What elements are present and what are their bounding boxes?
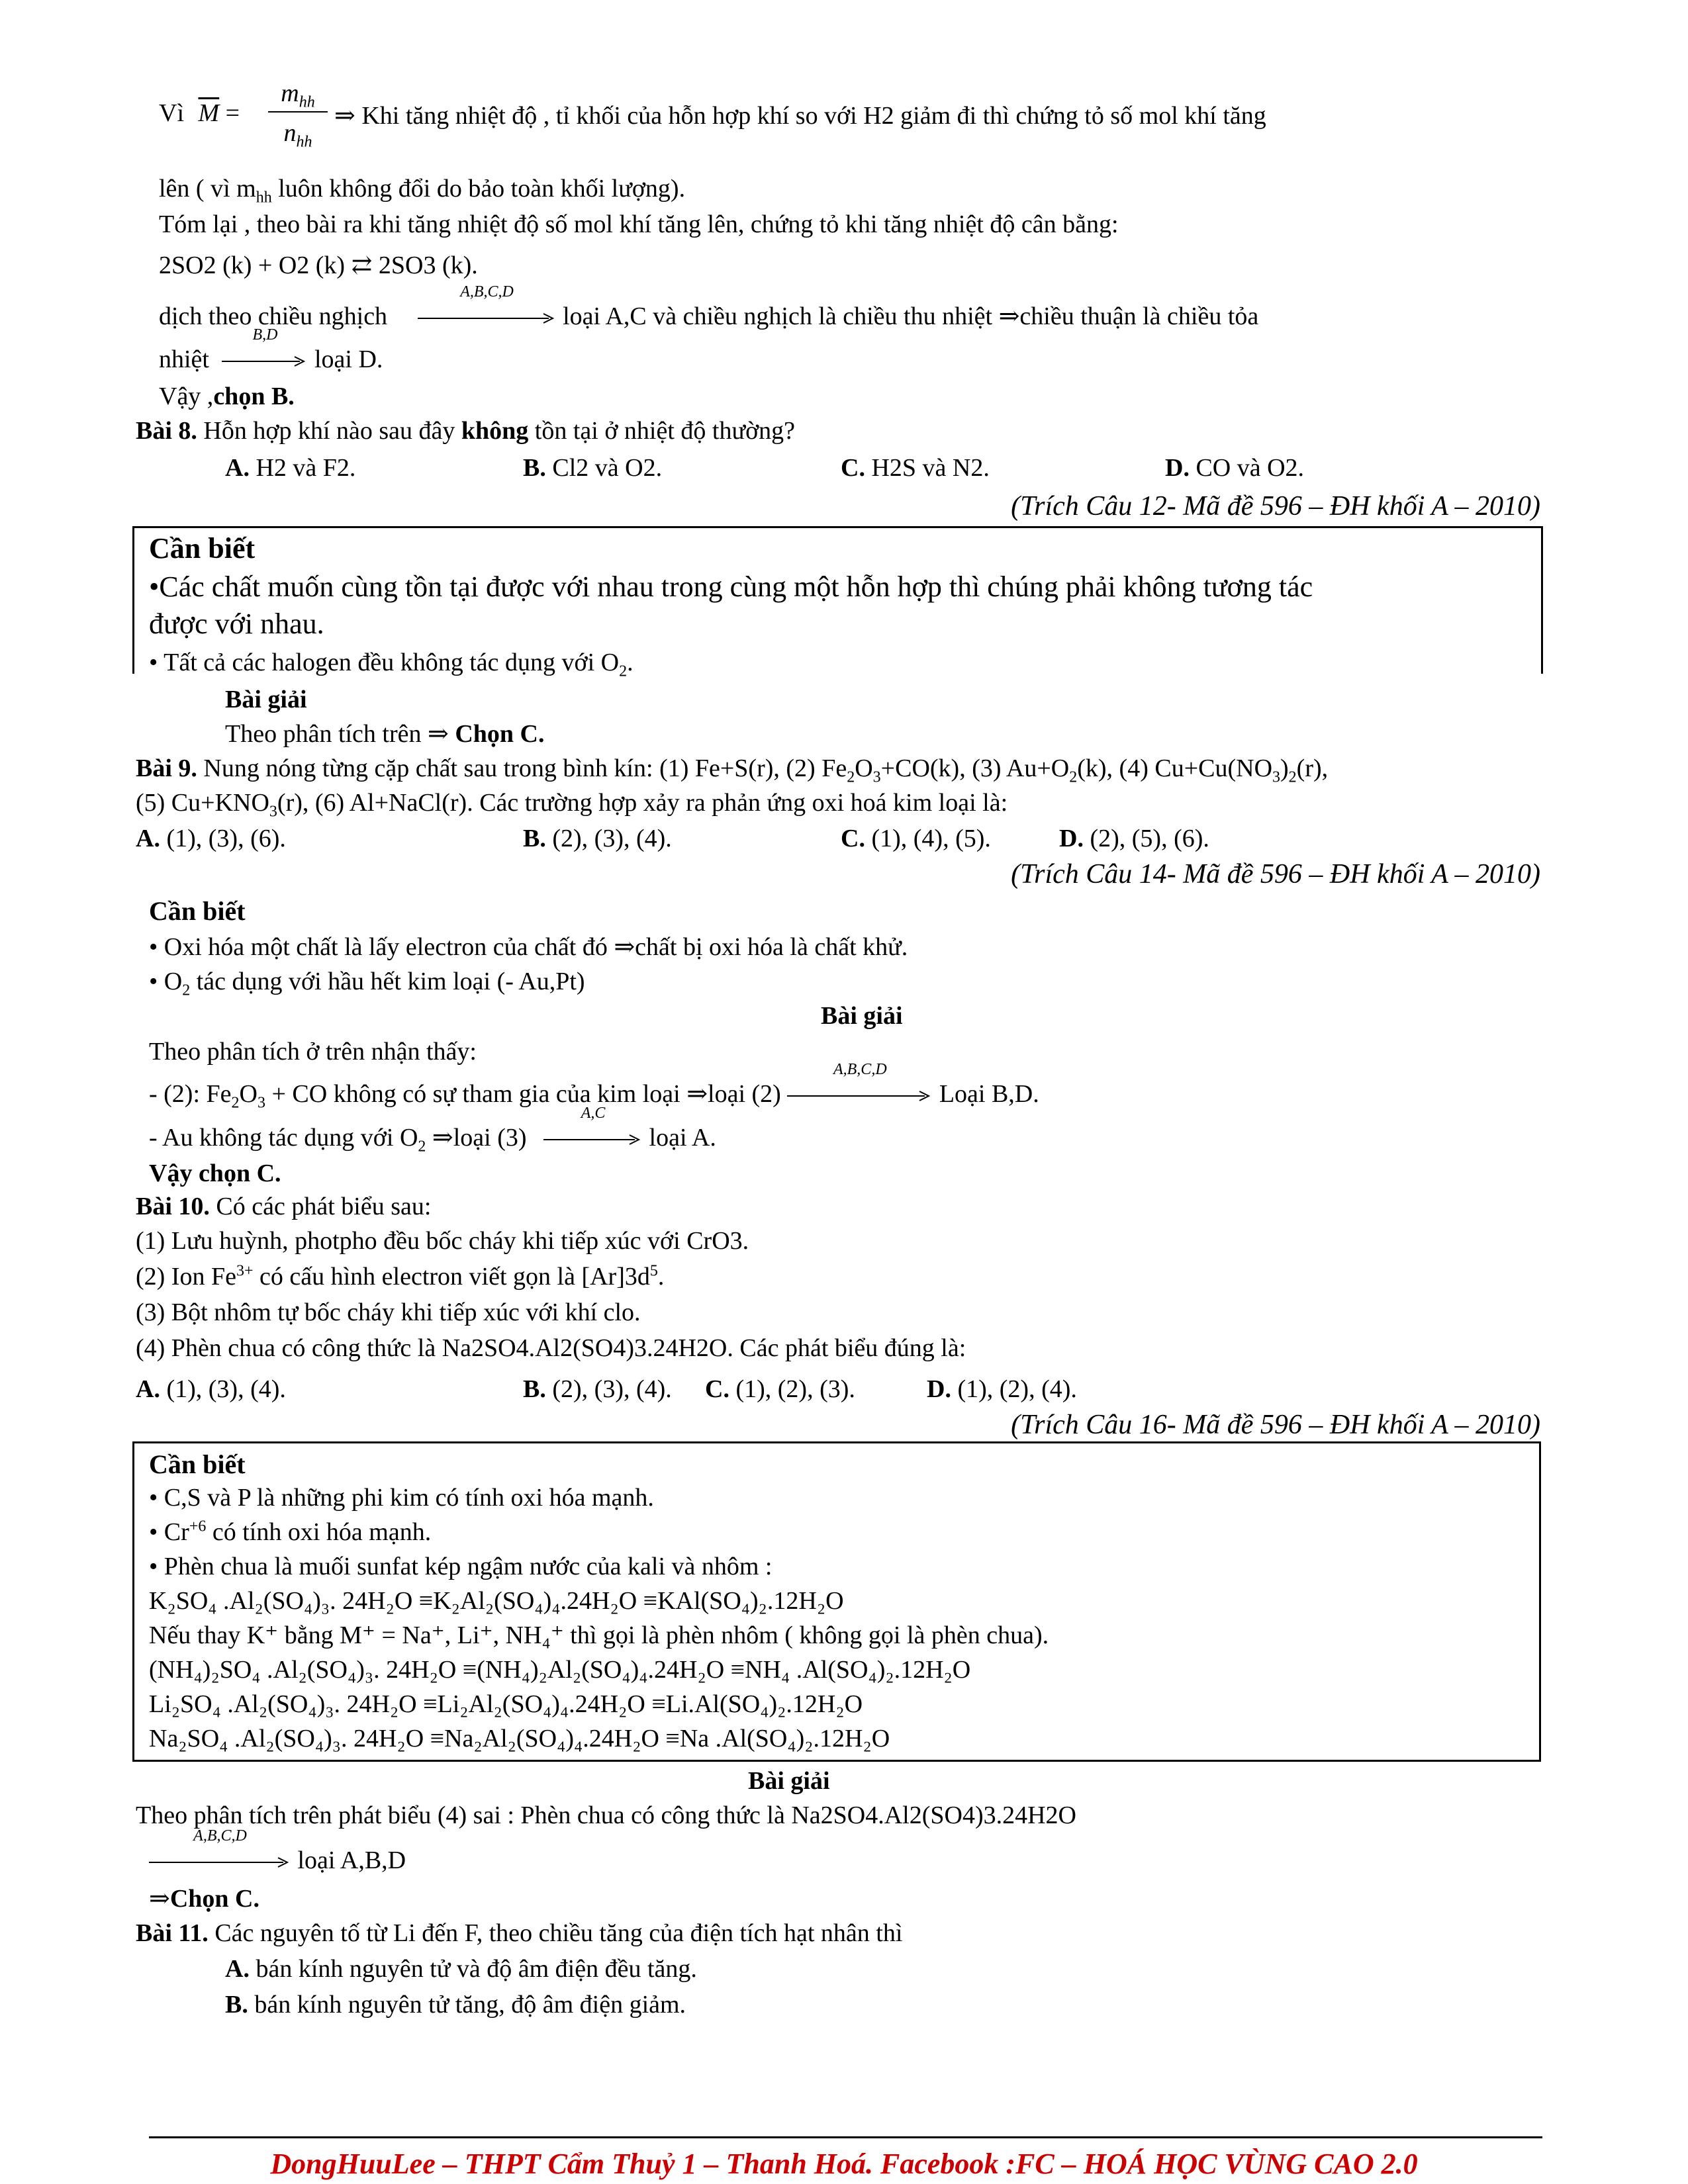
arrow-labeled: A,B,C,D	[787, 1079, 933, 1109]
solution-title: Bài giải	[748, 1767, 830, 1795]
text-line: nhiệt B,D loại D.	[159, 326, 383, 373]
statement: (2) Ion $Fe^{3+}$ có cấu hình electron viết gọn là $[Ar]3d^5$.	[136, 1262, 665, 1291]
option: A. (1), (3), (6).	[136, 825, 286, 852]
note-line: • $O_2$ tác dụng với hầu hết kim loại (- Au,Pt)	[149, 968, 585, 999]
formula-line: Li₂SO₄ .Al₂(SO₄)₃. 24H₂O ≡Li₂Al₂(SO₄)₄.24H₂O ≡Li.Al(SO₄)₂.12H₂O	[149, 1690, 863, 1718]
formula-line: (NH₄)₂SO₄ .Al₂(SO₄)₃. 24H₂O ≡(NH₄)₂Al₂(SO₄)₄.24H₂O ≡NH₄ .Al(SO₄)₂.12H₂O	[149, 1656, 971, 1684]
note-line: • C,S và P là những phi kim có tính oxi hóa mạnh.	[149, 1484, 654, 1512]
arrow-labeled: A,B,C,D	[149, 1845, 291, 1876]
fraction: $m_{hh}$	[281, 79, 315, 111]
option: C. (1), (4), (5).	[841, 825, 991, 852]
option: A. bán kính nguyên tử và độ âm điện đều tăng.	[225, 1955, 697, 1983]
option: D. (1), (2), (4).	[927, 1375, 1077, 1403]
note-line: • Phèn chua là muối sunfat kép ngậm nước của kali và nhôm :	[149, 1553, 773, 1580]
right-arrow-icon	[149, 1856, 291, 1869]
solution-line: - (2): $Fe_2O_3$ + CO không có sự tham gia của kim loại ⇒loại (2) A,B,C,D Loại B,D.	[149, 1061, 1039, 1112]
option: B. (2), (3), (4).	[523, 825, 672, 852]
note-line: • $Cr^{+6}$ có tính oxi hóa mạnh.	[149, 1518, 432, 1546]
text-line: 2SO2 (k) + O2 (k) ⇄ 2SO3 (k).	[159, 251, 478, 279]
option: D. CO và O2.	[1165, 454, 1305, 482]
solution-line: A,B,C,D loại A,B,D	[149, 1845, 406, 1876]
note-title: Cần biết	[149, 896, 246, 926]
option: C. H2S và N2.	[841, 454, 990, 482]
solution-line: Theo phân tích ở trên nhận thấy:	[149, 1038, 477, 1066]
text-line: Vậy ,chọn B.	[159, 383, 295, 410]
question-10: Bài 10. Có các phát biểu sau:	[136, 1193, 432, 1220]
arrow-labeled: A,B,C,D	[418, 301, 557, 332]
question-9: Bài 9. Nung nóng từng cặp chất sau trong bình kín: (1) Fe+S(r), (2) $Fe_2O_3+CO(k)$, (3) $Au+O_2(k)$, (4) $Cu+Cu(NO_3)_2(r)$,	[136, 754, 1329, 786]
formula-line: K₂SO₄ .Al₂(SO₄)₃. 24H₂O ≡K₂Al₂(SO₄)₄.24H₂O ≡KAl(SO₄)₂.12H₂O	[149, 1587, 844, 1615]
text-line: lên ( vì $m_{hh}$ luôn không đổi do bảo toàn khối lượng).	[159, 175, 686, 206]
note-line: Nếu thay K⁺ bằng M⁺ = Na⁺, Li⁺, NH₄⁺ thì gọi là phèn nhôm ( không gọi là phèn chua).	[149, 1621, 1049, 1649]
text-line: Tóm lại , theo bài ra khi tăng nhiệt độ số mol khí tăng lên, chứng tỏ khi tăng nhiệt độ cân bằng:	[159, 210, 1119, 238]
source-citation: (Trích Câu 16- Mã đề 596 – ĐH khối A – 2010)	[1011, 1410, 1540, 1440]
question-8: Bài 8. Hỗn hợp khí nào sau đây không tồn tại ở nhiệt độ thường?	[136, 417, 796, 445]
source-citation: (Trích Câu 14- Mã đề 596 – ĐH khối A – 2010)	[1011, 859, 1540, 889]
option: B. Cl2 và O2.	[523, 454, 663, 482]
text-line: ⇒ Khi tăng nhiệt độ , tỉ khối của hỗn hợp khí so với H2 giảm đi thì chứng tỏ số mol khí tăng	[334, 102, 1266, 130]
note-line: được với nhau.	[149, 608, 324, 640]
fraction-bar	[268, 111, 328, 113]
text-line: Vì $\overline{M}$ =	[159, 99, 240, 127]
question-9-cont: (5) $Cu+KNO_3(r)$, (6) Al+NaCl(r). Các trường hợp xảy ra phản ứng oxi hoá kim loại là:	[136, 789, 1008, 821]
statement: (3) Bột nhôm tự bốc cháy khi tiếp xúc với khí clo.	[136, 1298, 641, 1326]
note-line: • Tất cả các halogen đều không tác dụng với $O_2$.	[149, 649, 633, 680]
footer-divider	[149, 2136, 1542, 2138]
option: A. (1), (3), (4).	[136, 1375, 286, 1403]
solution-title: Bài giải	[821, 1002, 903, 1030]
option: B. (2), (3), (4).	[523, 1375, 672, 1403]
question-11: Bài 11. Các nguyên tố từ Li đến F, theo chiều tăng của điện tích hạt nhân thì	[136, 1919, 903, 1947]
note-line: •Các chất muốn cùng tồn tại được với nhau trong cùng một hỗn hợp thì chúng phải không tương tác	[149, 570, 1313, 603]
right-arrow-icon	[418, 312, 557, 325]
solution-title: Bài giải	[225, 686, 307, 713]
math-M-bar: $\overline{M}$	[198, 99, 220, 127]
right-arrow-icon	[222, 355, 308, 368]
note-title: Cần biết	[149, 532, 256, 565]
solution-line: Theo phân tích trên phát biểu (4) sai : Phèn chua có công thức là Na2SO4.Al2(SO4)3.24H2O	[136, 1801, 1076, 1829]
right-arrow-icon	[787, 1089, 933, 1103]
source-citation: (Trích Câu 12- Mã đề 596 – ĐH khối A – 2010)	[1011, 491, 1540, 522]
formula-line: Na₂SO₄ .Al₂(SO₄)₃. 24H₂O ≡Na₂Al₂(SO₄)₄.24H₂O ≡Na .Al(SO₄)₂.12H₂O	[149, 1725, 890, 1752]
solution-line: Theo phân tích trên ⇒ Chọn C.	[225, 720, 545, 748]
option: C. (1), (2), (3).	[705, 1375, 855, 1403]
arrow-labeled: A,C	[543, 1122, 643, 1153]
conclusion: ⇒Chọn C.	[149, 1885, 259, 1913]
text-line: dịch theo chiều nghịch A,B,C,D loại A,C và chiều nghịch là chiều thu nhiệt ⇒chiều thuận là chiều tỏa	[159, 283, 1259, 330]
option: A. H2 và F2.	[225, 454, 356, 482]
right-arrow-icon	[543, 1133, 643, 1146]
arrow-labeled: B,D	[222, 344, 308, 375]
page-footer: DongHuuLee – THPT Cẩm Thuỷ 1 – Thanh Hoá. Facebook :FC – HOÁ HỌC VÙNG CAO 2.0	[270, 2148, 1418, 2180]
option: B. bán kính nguyên tử tăng, độ âm điện giảm.	[225, 1991, 686, 2019]
statement: (1) Lưu huỳnh, photpho đều bốc cháy khi tiếp xúc với CrO3.	[136, 1227, 749, 1255]
conclusion: Vậy chọn C.	[149, 1160, 281, 1187]
solution-line: - Au không tác dụng với $O_2$ ⇒loại (3) A,C loại A.	[149, 1105, 716, 1156]
note-line: • Oxi hóa một chất là lấy electron của chất đó ⇒chất bị oxi hóa là chất khử.	[149, 933, 908, 961]
note-title: Cần biết	[149, 1449, 246, 1479]
fraction-denominator: $n_{hh}$	[283, 119, 312, 151]
option: D. (2), (5), (6).	[1059, 825, 1209, 852]
statement: (4) Phèn chua có công thức là Na2SO4.Al2(SO4)3.24H2O. Các phát biểu đúng là:	[136, 1334, 966, 1362]
